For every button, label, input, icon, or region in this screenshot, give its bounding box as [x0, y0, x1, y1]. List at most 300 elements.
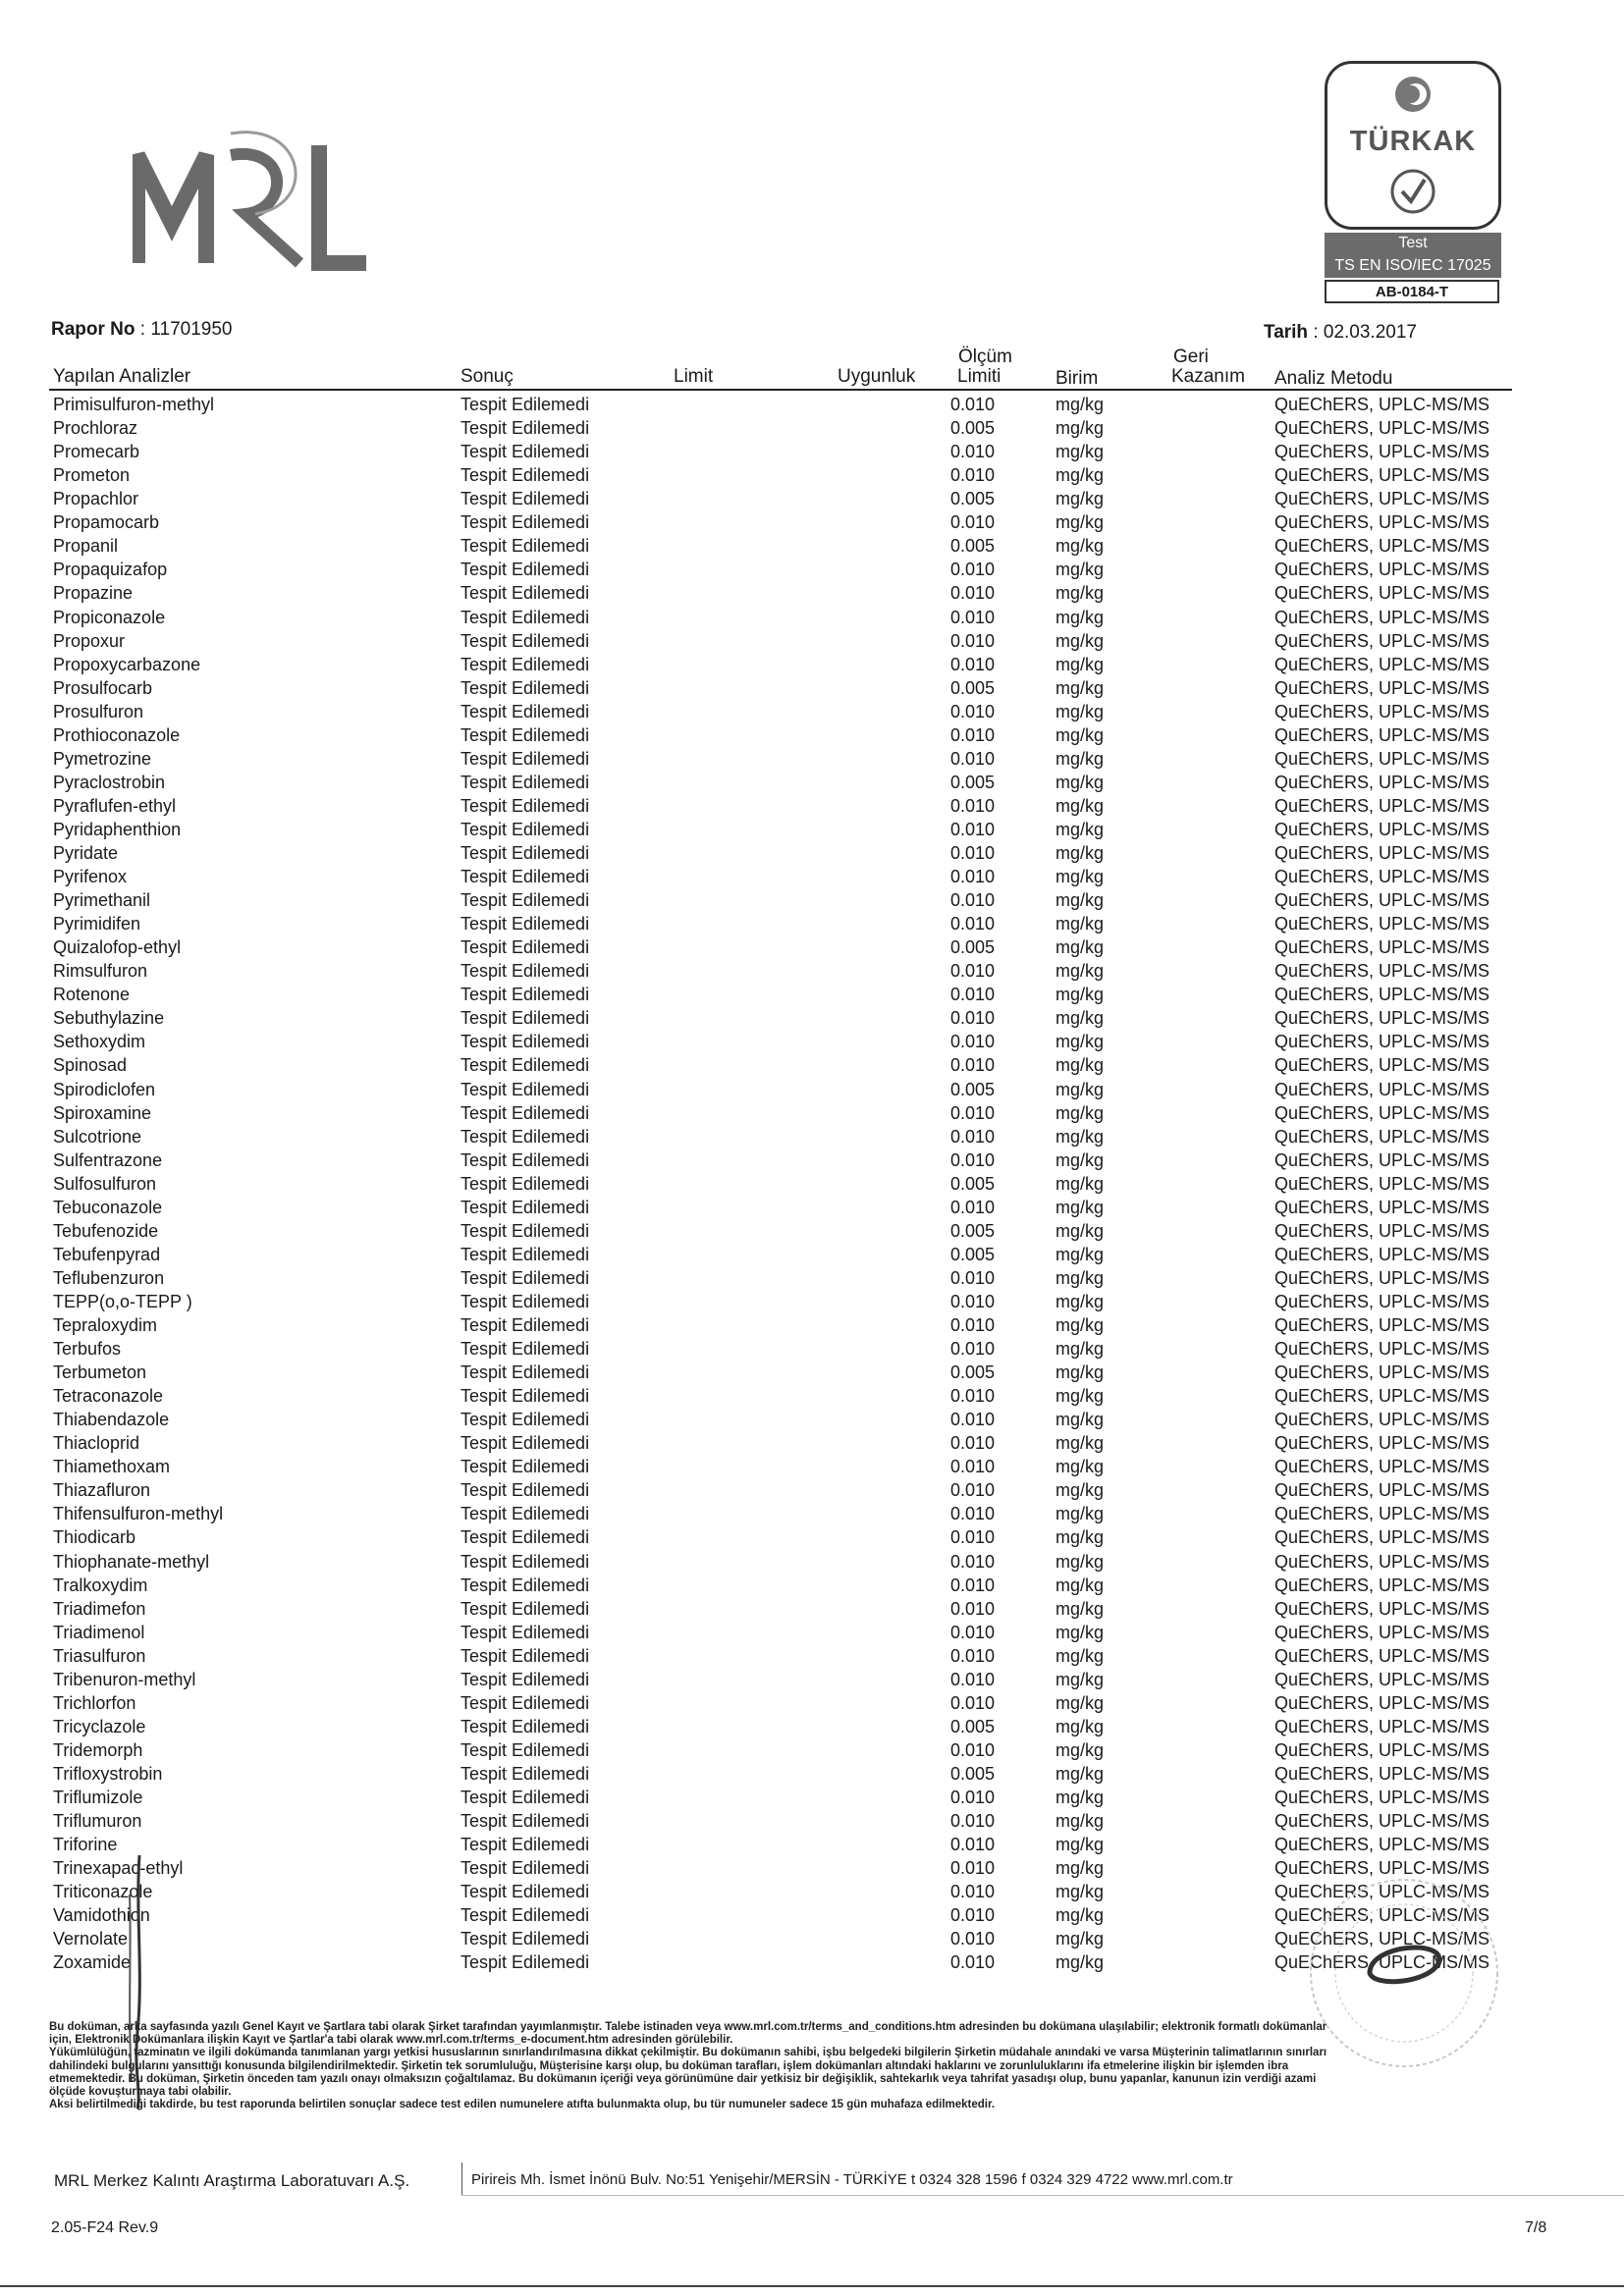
method-cell: QuEChERS, UPLC-MS/MS	[1274, 607, 1490, 627]
table-row	[0, 747, 1624, 771]
result-cell: Tespit Edilemedi	[460, 1197, 590, 1217]
analysis-name: Tralkoxydim	[53, 1575, 148, 1595]
legal-note: Bu doküman, arka sayfasında yazılı Genel Kayıt ve Şartlara tabi olarak Şirket tarafından yayımlanmıştır. Talebe istinaden veya www.mrl.com.tr/terms_and_conditions.htm adresinden bu dokümana ulaşılabilir; elektronik formatlı dokümanlar	[49, 2021, 1327, 2033]
table-row	[0, 723, 1624, 747]
unit-cell: mg/kg	[1056, 842, 1105, 863]
method-cell: QuEChERS, UPLC-MS/MS	[1274, 1126, 1490, 1147]
table-row	[0, 1833, 1624, 1856]
result-cell: Tespit Edilemedi	[460, 1527, 590, 1548]
unit-cell: mg/kg	[1056, 583, 1105, 604]
loq-cell: 0.010	[950, 1457, 996, 1477]
method-cell: QuEChERS, UPLC-MS/MS	[1274, 1055, 1490, 1076]
loq-cell: 0.010	[950, 890, 996, 911]
method-cell: QuEChERS, UPLC-MS/MS	[1274, 867, 1490, 886]
unit-cell: mg/kg	[1056, 395, 1105, 414]
result-cell: Tespit Edilemedi	[460, 1008, 590, 1029]
loq-cell: 0.010	[950, 914, 996, 934]
loq-cell: 0.010	[950, 1811, 996, 1831]
analysis-name: Vernolate	[53, 1929, 129, 1949]
col-header-recovery-line1: Geri	[1173, 347, 1209, 367]
table-row	[0, 1809, 1624, 1833]
loq-cell: 0.005	[950, 489, 996, 509]
analysis-name: Spinosad	[53, 1055, 128, 1076]
analysis-name: Quizalofop-ethyl	[53, 937, 182, 958]
table-row	[0, 1384, 1624, 1408]
loq-cell: 0.010	[950, 1315, 996, 1335]
unit-cell: mg/kg	[1056, 512, 1105, 533]
table-row	[0, 818, 1624, 841]
loq-cell: 0.010	[950, 1598, 996, 1619]
loq-cell: 0.010	[950, 465, 996, 486]
loq-cell: 0.010	[950, 1952, 996, 1973]
legal-note: etmemektedir. Bu doküman, Şirketin önceden tam yazılı onayı olmaksızın çoğaltılamaz. Bu dokümanın içeriği veya görünümüne dair yetkisiz bir değişiklik, sahtekarlık veya tahrifat yasadışı olup, bunu yapanlar, kanunun izin verdiği azami	[49, 2072, 1317, 2085]
unit-cell: mg/kg	[1056, 795, 1105, 816]
unit-cell: mg/kg	[1056, 1669, 1105, 1689]
unit-cell: mg/kg	[1056, 1858, 1105, 1879]
method-cell: QuEChERS, UPLC-MS/MS	[1274, 1032, 1490, 1052]
table-row	[0, 1455, 1624, 1478]
result-cell: Tespit Edilemedi	[460, 1858, 590, 1879]
result-cell: Tespit Edilemedi	[460, 1032, 590, 1052]
table-row	[0, 534, 1624, 558]
method-cell: QuEChERS, UPLC-MS/MS	[1274, 1410, 1490, 1430]
loq-cell: 0.010	[950, 1882, 996, 1902]
analysis-name: Trinexapac-ethyl	[53, 1858, 184, 1879]
method-cell: QuEChERS, UPLC-MS/MS	[1274, 1457, 1490, 1477]
table-row	[0, 1762, 1624, 1786]
method-cell: QuEChERS, UPLC-MS/MS	[1274, 630, 1490, 651]
method-cell: QuEChERS, UPLC-MS/MS	[1274, 395, 1490, 414]
analysis-name: Propanil	[53, 536, 119, 557]
method-cell: QuEChERS, UPLC-MS/MS	[1274, 1008, 1490, 1029]
unit-cell: mg/kg	[1056, 1575, 1105, 1595]
table-row	[0, 1125, 1624, 1148]
analysis-name: Propachlor	[53, 489, 139, 509]
unit-cell: mg/kg	[1056, 418, 1105, 439]
report-date	[1264, 322, 1417, 344]
result-cell: Tespit Edilemedi	[460, 1433, 590, 1454]
result-cell: Tespit Edilemedi	[460, 1598, 590, 1619]
method-cell: QuEChERS, UPLC-MS/MS	[1274, 1788, 1490, 1807]
analysis-name: Propoxycarbazone	[53, 654, 201, 674]
analysis-name: Pyraclostrobin	[53, 772, 166, 792]
unit-cell: mg/kg	[1056, 1220, 1105, 1241]
table-row	[0, 794, 1624, 818]
result-cell: Tespit Edilemedi	[460, 819, 590, 839]
loq-cell: 0.010	[950, 985, 996, 1005]
loq-cell: 0.010	[950, 1410, 996, 1430]
analysis-name: Terbumeton	[53, 1362, 147, 1383]
analysis-name: Pyraflufen-ethyl	[53, 795, 177, 816]
analysis-name: Pyrimidifen	[53, 914, 141, 934]
analysis-name: Trifloxystrobin	[53, 1763, 163, 1784]
loq-cell: 0.005	[950, 1220, 996, 1241]
method-cell: QuEChERS, UPLC-MS/MS	[1274, 961, 1490, 982]
loq-cell: 0.005	[950, 1244, 996, 1264]
method-cell: QuEChERS, UPLC-MS/MS	[1274, 914, 1490, 934]
method-cell: QuEChERS, UPLC-MS/MS	[1274, 1339, 1490, 1359]
col-header-method: Analiz Metodu	[1274, 368, 1393, 389]
loq-cell: 0.005	[950, 937, 996, 958]
method-cell: QuEChERS, UPLC-MS/MS	[1274, 1692, 1490, 1713]
footer-address: Pirireis Mh. İsmet İnönü Bulv. No:51 Yenişehir/MERSİN - TÜRKİYE t 0324 328 1596 f 0324 329 4722 www.mrl.com.tr	[471, 2171, 1233, 2188]
loq-cell: 0.010	[950, 1669, 996, 1689]
analysis-name: Thiamethoxam	[53, 1457, 171, 1477]
analysis-name: Tebufenpyrad	[53, 1244, 161, 1264]
unit-cell: mg/kg	[1056, 465, 1105, 486]
method-cell: QuEChERS, UPLC-MS/MS	[1274, 1811, 1490, 1831]
loq-cell: 0.010	[950, 1551, 996, 1572]
loq-cell: 0.010	[950, 1433, 996, 1454]
unit-cell: mg/kg	[1056, 630, 1105, 651]
table-row	[0, 629, 1624, 653]
loq-cell: 0.005	[950, 536, 996, 557]
unit-cell: mg/kg	[1056, 1244, 1105, 1264]
result-cell: Tespit Edilemedi	[460, 677, 590, 698]
analysis-name: Sulfentrazone	[53, 1149, 163, 1170]
method-cell: QuEChERS, UPLC-MS/MS	[1274, 677, 1490, 698]
analysis-name: Pyrifenox	[53, 867, 128, 886]
analysis-name: Teflubenzuron	[53, 1267, 165, 1288]
result-cell: Tespit Edilemedi	[460, 937, 590, 958]
footer-rule	[461, 2195, 1624, 2196]
unit-cell: mg/kg	[1056, 1929, 1105, 1949]
report-number-value: : 11701950	[139, 319, 233, 340]
table-row	[0, 1172, 1624, 1196]
table-row	[0, 959, 1624, 983]
table-row	[0, 1196, 1624, 1219]
table-row	[0, 983, 1624, 1006]
unit-cell: mg/kg	[1056, 772, 1105, 792]
result-cell: Tespit Edilemedi	[460, 512, 590, 533]
loq-cell: 0.010	[950, 1575, 996, 1595]
result-cell: Tespit Edilemedi	[460, 654, 590, 674]
analysis-name: Vamidothion	[53, 1905, 150, 1926]
crescent-star-icon	[1393, 75, 1433, 114]
table-row	[0, 1313, 1624, 1337]
unit-cell: mg/kg	[1056, 560, 1105, 580]
table-row	[0, 1243, 1624, 1266]
method-cell: QuEChERS, UPLC-MS/MS	[1274, 890, 1490, 911]
unit-cell: mg/kg	[1056, 1102, 1105, 1123]
method-cell: QuEChERS, UPLC-MS/MS	[1274, 1433, 1490, 1454]
table-row	[0, 1691, 1624, 1715]
loq-cell: 0.010	[950, 1504, 996, 1524]
result-cell: Tespit Edilemedi	[460, 1386, 590, 1407]
analysis-name: Propoxur	[53, 630, 126, 651]
loq-cell: 0.005	[950, 1763, 996, 1784]
analysis-name: Promecarb	[53, 442, 140, 462]
method-cell: QuEChERS, UPLC-MS/MS	[1274, 1929, 1490, 1949]
loq-cell: 0.010	[950, 1527, 996, 1548]
legal-note: dahilindeki bulgularını yansıttığı konusunda bilgilendirilmektedir. Şirketin tek sorumluluğu, Müşterisine karşı olup, bu doküman tarafları, işlem dokümanları altındaki haklarını ve zorunluluklarını ifa etmelerine ilişkin bir işlemden ibra	[49, 2059, 1289, 2072]
method-cell: QuEChERS, UPLC-MS/MS	[1274, 1173, 1490, 1194]
result-cell: Tespit Edilemedi	[460, 1126, 590, 1147]
result-cell: Tespit Edilemedi	[460, 1645, 590, 1666]
result-cell: Tespit Edilemedi	[460, 842, 590, 863]
unit-cell: mg/kg	[1056, 1739, 1105, 1760]
method-cell: QuEChERS, UPLC-MS/MS	[1274, 842, 1490, 863]
loq-cell: 0.010	[950, 512, 996, 533]
analysis-name: Tebuconazole	[53, 1197, 163, 1217]
result-cell: Tespit Edilemedi	[460, 560, 590, 580]
method-cell: QuEChERS, UPLC-MS/MS	[1274, 701, 1490, 721]
method-cell: QuEChERS, UPLC-MS/MS	[1274, 1197, 1490, 1217]
unit-cell: mg/kg	[1056, 1598, 1105, 1619]
table-row	[0, 1053, 1624, 1077]
unit-cell: mg/kg	[1056, 1952, 1105, 1973]
method-cell: QuEChERS, UPLC-MS/MS	[1274, 1102, 1490, 1123]
table-row	[0, 393, 1624, 416]
method-cell: QuEChERS, UPLC-MS/MS	[1274, 536, 1490, 557]
method-cell: QuEChERS, UPLC-MS/MS	[1274, 442, 1490, 462]
col-header-analysis: Yapılan Analizler	[53, 366, 191, 387]
method-cell: QuEChERS, UPLC-MS/MS	[1274, 465, 1490, 486]
table-row	[0, 1101, 1624, 1125]
result-cell: Tespit Edilemedi	[460, 1079, 590, 1099]
table-row	[0, 1006, 1624, 1030]
analysis-name: Tebufenozide	[53, 1220, 159, 1241]
result-cell: Tespit Edilemedi	[460, 607, 590, 627]
result-cell: Tespit Edilemedi	[460, 1692, 590, 1713]
loq-cell: 0.010	[950, 795, 996, 816]
col-header-unit: Birim	[1056, 368, 1099, 389]
loq-cell: 0.005	[950, 1716, 996, 1736]
loq-cell: 0.010	[950, 395, 996, 414]
table-row	[0, 1431, 1624, 1455]
loq-cell: 0.010	[950, 442, 996, 462]
result-cell: Tespit Edilemedi	[460, 867, 590, 886]
col-header-loq-line2: Limiti	[957, 366, 1001, 387]
unit-cell: mg/kg	[1056, 607, 1105, 627]
loq-cell: 0.010	[950, 607, 996, 627]
method-cell: QuEChERS, UPLC-MS/MS	[1274, 489, 1490, 509]
result-cell: Tespit Edilemedi	[460, 1739, 590, 1760]
method-cell: QuEChERS, UPLC-MS/MS	[1274, 1622, 1490, 1642]
result-cell: Tespit Edilemedi	[460, 1339, 590, 1359]
loq-cell: 0.010	[950, 1291, 996, 1311]
analysis-name: Thiophanate-methyl	[53, 1551, 210, 1572]
loq-cell: 0.010	[950, 1645, 996, 1666]
unit-cell: mg/kg	[1056, 819, 1105, 839]
result-cell: Tespit Edilemedi	[460, 630, 590, 651]
unit-cell: mg/kg	[1056, 724, 1105, 745]
unit-cell: mg/kg	[1056, 654, 1105, 674]
unit-cell: mg/kg	[1056, 1386, 1105, 1407]
analysis-name: Sethoxydim	[53, 1032, 146, 1052]
analysis-name: Thiacloprid	[53, 1433, 140, 1454]
unit-cell: mg/kg	[1056, 1339, 1105, 1359]
table-row	[0, 1550, 1624, 1574]
table-row	[0, 1597, 1624, 1621]
method-cell: QuEChERS, UPLC-MS/MS	[1274, 1267, 1490, 1288]
analysis-name: Tetraconazole	[53, 1386, 164, 1407]
result-cell: Tespit Edilemedi	[460, 772, 590, 792]
col-header-limit: Limit	[674, 366, 714, 387]
header-rule	[49, 389, 1512, 391]
analysis-name: Terbufos	[53, 1339, 122, 1359]
turkak-accreditation-code: AB-0184-T	[1325, 280, 1499, 303]
report-date-value: : 02.03.2017	[1313, 322, 1417, 343]
method-cell: QuEChERS, UPLC-MS/MS	[1274, 1575, 1490, 1595]
unit-cell: mg/kg	[1056, 1055, 1105, 1076]
analysis-name: Tricyclazole	[53, 1716, 146, 1736]
loq-cell: 0.005	[950, 1362, 996, 1383]
table-row	[0, 1668, 1624, 1691]
loq-cell: 0.010	[950, 1692, 996, 1713]
unit-cell: mg/kg	[1056, 1410, 1105, 1430]
unit-cell: mg/kg	[1056, 961, 1105, 982]
analysis-name: Spirodiclofen	[53, 1079, 156, 1099]
method-cell: QuEChERS, UPLC-MS/MS	[1274, 1362, 1490, 1383]
analysis-name: Propiconazole	[53, 607, 166, 627]
analysis-name: Pyridate	[53, 842, 119, 863]
loq-cell: 0.010	[950, 1858, 996, 1879]
result-cell: Tespit Edilemedi	[460, 1905, 590, 1926]
table-row	[0, 1361, 1624, 1384]
table-row	[0, 1030, 1624, 1053]
method-cell: QuEChERS, UPLC-MS/MS	[1274, 583, 1490, 604]
unit-cell: mg/kg	[1056, 1551, 1105, 1572]
result-cell: Tespit Edilemedi	[460, 1551, 590, 1572]
unit-cell: mg/kg	[1056, 677, 1105, 698]
result-cell: Tespit Edilemedi	[460, 701, 590, 721]
analysis-name: Thiodicarb	[53, 1527, 136, 1548]
col-header-conformity: Uygunluk	[838, 366, 916, 387]
report-number-label: Rapor No	[51, 319, 135, 340]
method-cell: QuEChERS, UPLC-MS/MS	[1274, 1315, 1490, 1335]
unit-cell: mg/kg	[1056, 489, 1105, 509]
turkak-accreditation-mark	[1325, 61, 1501, 301]
method-cell: QuEChERS, UPLC-MS/MS	[1274, 1669, 1490, 1689]
unit-cell: mg/kg	[1056, 1692, 1105, 1713]
result-cell: Tespit Edilemedi	[460, 914, 590, 934]
turkak-name: TÜRKAK	[1349, 126, 1477, 157]
loq-cell: 0.010	[950, 1905, 996, 1926]
unit-cell: mg/kg	[1056, 1197, 1105, 1217]
loq-cell: 0.005	[950, 772, 996, 792]
table-row	[0, 1715, 1624, 1738]
loq-cell: 0.010	[950, 701, 996, 721]
page-bottom-rule	[0, 2285, 1624, 2287]
method-cell: QuEChERS, UPLC-MS/MS	[1274, 1291, 1490, 1311]
table-row	[0, 1644, 1624, 1668]
method-cell: QuEChERS, UPLC-MS/MS	[1274, 1763, 1490, 1784]
analysis-name: Propazine	[53, 583, 134, 604]
result-cell: Tespit Edilemedi	[460, 1882, 590, 1902]
result-cell: Tespit Edilemedi	[460, 748, 590, 769]
table-row	[0, 865, 1624, 888]
table-row	[0, 510, 1624, 534]
result-cell: Tespit Edilemedi	[460, 1763, 590, 1784]
unit-cell: mg/kg	[1056, 1645, 1105, 1666]
table-row	[0, 463, 1624, 487]
loq-cell: 0.010	[950, 1008, 996, 1029]
loq-cell: 0.010	[950, 654, 996, 674]
result-cell: Tespit Edilemedi	[460, 1504, 590, 1524]
method-cell: QuEChERS, UPLC-MS/MS	[1274, 1952, 1490, 1973]
analysis-name: Prosulfuron	[53, 701, 144, 721]
result-cell: Tespit Edilemedi	[460, 1716, 590, 1736]
result-cell: Tespit Edilemedi	[460, 1173, 590, 1194]
method-cell: QuEChERS, UPLC-MS/MS	[1274, 819, 1490, 839]
table-row	[0, 841, 1624, 865]
analysis-name: Triticonazole	[53, 1882, 153, 1902]
unit-cell: mg/kg	[1056, 536, 1105, 557]
method-cell: QuEChERS, UPLC-MS/MS	[1274, 1882, 1490, 1902]
result-cell: Tespit Edilemedi	[460, 1952, 590, 1973]
legal-note: Aksi belirtilmediği takdirde, bu test raporunda belirtilen sonuçlar sadece test edilen numunelere atıfta bulunmakta olup, bu tür numuneler sadece 15 gün muhafaza edilmektedir.	[49, 2099, 996, 2111]
method-cell: QuEChERS, UPLC-MS/MS	[1274, 1504, 1490, 1524]
result-cell: Tespit Edilemedi	[460, 1410, 590, 1430]
table-row	[0, 1621, 1624, 1644]
loq-cell: 0.010	[950, 1055, 996, 1076]
result-cell: Tespit Edilemedi	[460, 1267, 590, 1288]
result-cell: Tespit Edilemedi	[460, 1622, 590, 1642]
method-cell: QuEChERS, UPLC-MS/MS	[1274, 1244, 1490, 1264]
result-cell: Tespit Edilemedi	[460, 489, 590, 509]
unit-cell: mg/kg	[1056, 1716, 1105, 1736]
legal-note: Yükümlülüğün, tazminatın ve ilgili dokümanda tanımlanan yargı yetkisi hususlarının sınırlandırılmasına dikkat çekilmiştir. Bu dokümanın sahibi, işbu belgedeki bilgilerin Şirketin müdahale anındaki ve varsa Müşterinin talimatlarının sınırları	[49, 2047, 1327, 2059]
analysis-name: Rimsulfuron	[53, 961, 148, 982]
table-row	[0, 653, 1624, 676]
unit-cell: mg/kg	[1056, 1763, 1105, 1784]
analysis-name: Pyridaphenthion	[53, 819, 182, 839]
analysis-name: Prothioconazole	[53, 724, 181, 745]
table-row	[0, 1502, 1624, 1525]
result-cell: Tespit Edilemedi	[460, 536, 590, 557]
result-cell: Tespit Edilemedi	[460, 985, 590, 1005]
result-cell: Tespit Edilemedi	[460, 724, 590, 745]
loq-cell: 0.010	[950, 560, 996, 580]
analysis-name: Triforine	[53, 1835, 118, 1854]
result-cell: Tespit Edilemedi	[460, 1362, 590, 1383]
loq-cell: 0.005	[950, 418, 996, 439]
analysis-name: Rotenone	[53, 985, 131, 1005]
loq-cell: 0.010	[950, 842, 996, 863]
turkak-test-label: Test	[1325, 233, 1501, 254]
analysis-name: Thiabendazole	[53, 1410, 170, 1430]
method-cell: QuEChERS, UPLC-MS/MS	[1274, 1645, 1490, 1666]
table-row	[0, 1478, 1624, 1502]
method-cell: QuEChERS, UPLC-MS/MS	[1274, 1079, 1490, 1099]
method-cell: QuEChERS, UPLC-MS/MS	[1274, 512, 1490, 533]
legal-notes	[49, 2021, 1566, 2111]
table-row	[0, 1266, 1624, 1290]
result-cell: Tespit Edilemedi	[460, 1315, 590, 1335]
method-cell: QuEChERS, UPLC-MS/MS	[1274, 1527, 1490, 1548]
table-row	[0, 888, 1624, 912]
result-cell: Tespit Edilemedi	[460, 1244, 590, 1264]
unit-cell: mg/kg	[1056, 1480, 1105, 1501]
method-cell: QuEChERS, UPLC-MS/MS	[1274, 1858, 1490, 1879]
analysis-name: Trichlorfon	[53, 1692, 136, 1713]
loq-cell: 0.005	[950, 1173, 996, 1194]
table-row	[0, 771, 1624, 794]
mrl-logo	[133, 116, 368, 283]
result-cell: Tespit Edilemedi	[460, 1811, 590, 1831]
loq-cell: 0.010	[950, 1386, 996, 1407]
result-cell: Tespit Edilemedi	[460, 961, 590, 982]
result-cell: Tespit Edilemedi	[460, 1480, 590, 1501]
method-cell: QuEChERS, UPLC-MS/MS	[1274, 1716, 1490, 1736]
unit-cell: mg/kg	[1056, 890, 1105, 911]
analysis-name: Triflumizole	[53, 1788, 143, 1807]
table-row	[0, 1078, 1624, 1101]
footer-company-name: MRL Merkez Kalıntı Araştırma Laboratuvarı A.Ş.	[54, 2171, 410, 2190]
table-row	[0, 676, 1624, 700]
method-cell: QuEChERS, UPLC-MS/MS	[1274, 795, 1490, 816]
